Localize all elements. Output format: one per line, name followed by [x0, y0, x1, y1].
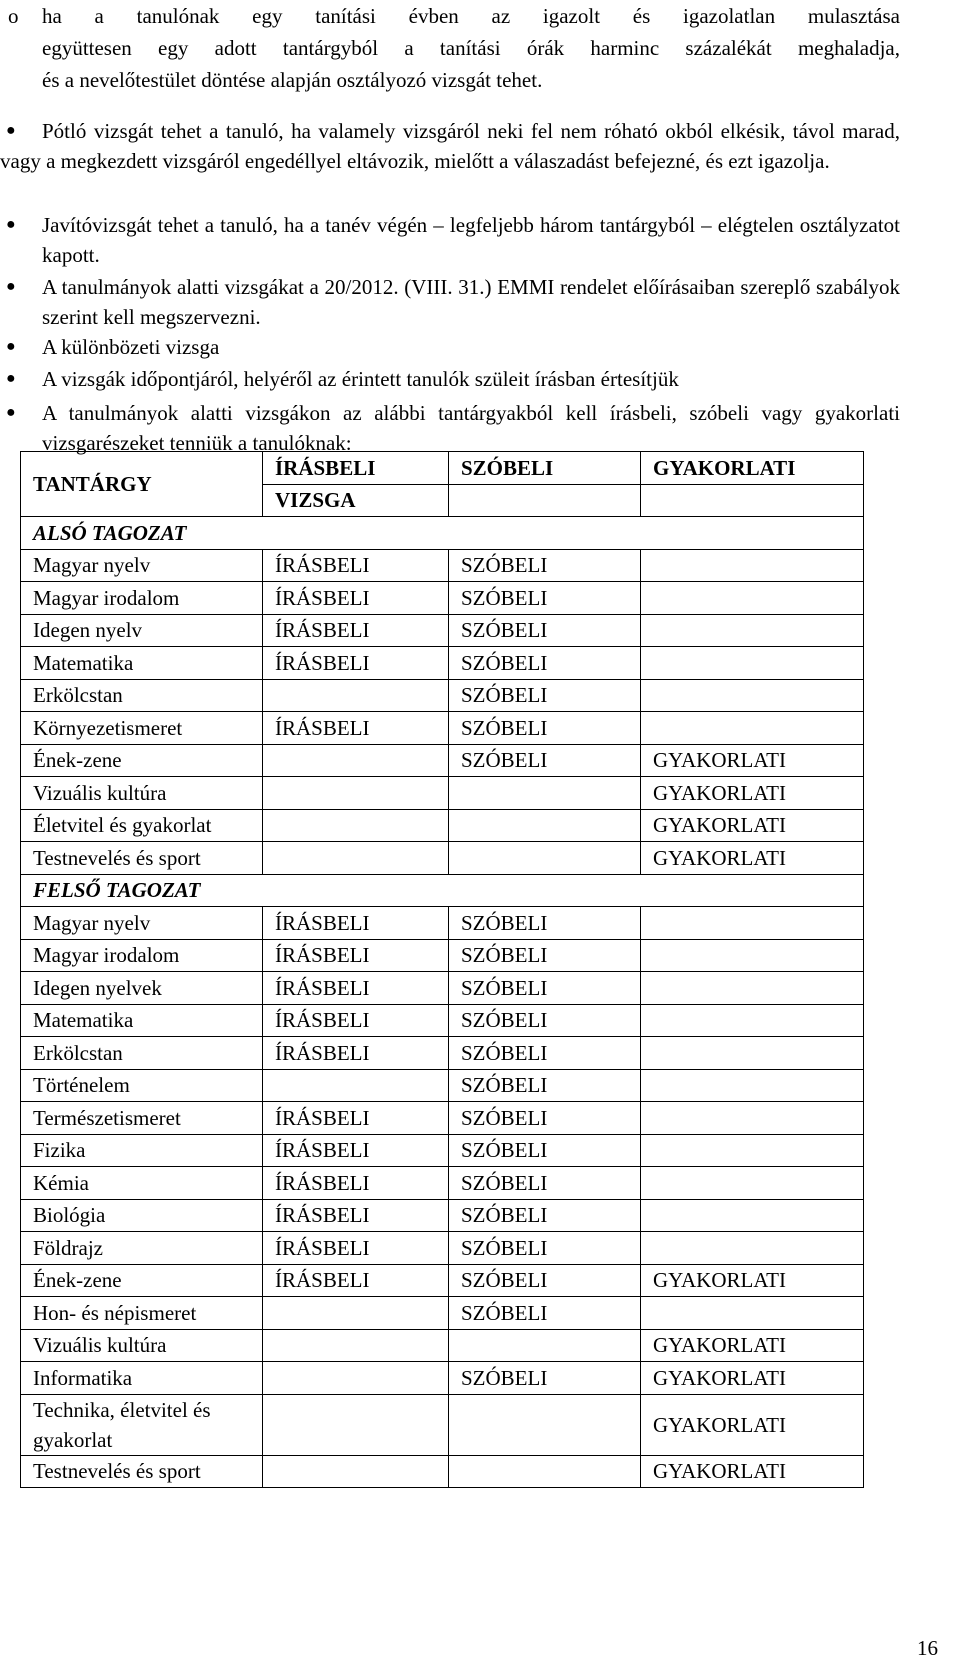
written-cell: ÍRÁSBELI [263, 939, 449, 972]
oral-cell: SZÓBELI [449, 907, 641, 940]
oral-cell: SZÓBELI [449, 1297, 641, 1330]
written-cell: ÍRÁSBELI [263, 614, 449, 647]
written-cell: ÍRÁSBELI [263, 712, 449, 745]
page-number: 16 [917, 1636, 938, 1660]
bullet-text: A vizsgák időpontjáról, helyéről az érintett tanulók szüleit írásban értesítjük [42, 367, 679, 391]
subject-cell: Testnevelés és sport [21, 1455, 263, 1488]
table-row [21, 744, 864, 777]
oral-cell: SZÓBELI [449, 972, 641, 1005]
subject-cell: Ének-zene [21, 744, 263, 777]
table-row [21, 679, 864, 712]
intro-line: ha a tanulónak egy tanítási évben az igazolt és igazolatlan mulasztása [42, 4, 900, 28]
practical-cell [641, 1037, 864, 1070]
subject-cell: Kémia [21, 1167, 263, 1200]
table-row [21, 549, 864, 582]
bullet-icon: ● [6, 278, 16, 295]
table-row [21, 1134, 864, 1167]
table-row [21, 809, 864, 842]
header-practical: GYAKORLATI [641, 452, 864, 485]
bullet-text: Javítóvizsgát tehet a tanuló, ha a tanév végén – legfeljebb három tantárgyból – elégtelen osztályzatot kapott. [42, 213, 900, 267]
bullet-item [0, 210, 900, 270]
practical-cell [641, 1134, 864, 1167]
written-cell: ÍRÁSBELI [263, 1102, 449, 1135]
table-row [21, 1394, 864, 1455]
written-cell [263, 744, 449, 777]
practical-cell [641, 1199, 864, 1232]
table-header-row [21, 452, 864, 485]
practical-cell [641, 549, 864, 582]
subject-cell: Erkölcstan [21, 679, 263, 712]
exam-subjects-table [20, 451, 864, 1488]
table-row [21, 1329, 864, 1362]
practical-cell: GYAKORLATI [641, 809, 864, 842]
written-cell: ÍRÁSBELI [263, 907, 449, 940]
table-row [21, 1362, 864, 1395]
practical-cell [641, 1167, 864, 1200]
oral-cell: SZÓBELI [449, 1199, 641, 1232]
list-marker-o: o [8, 4, 19, 28]
written-cell [263, 1297, 449, 1330]
intro-line: együttesen egy adott tantárgyból a tanítási órák harminc százalékát meghaladja, [42, 36, 900, 60]
oral-cell: SZÓBELI [449, 1362, 641, 1395]
subject-cell: Magyar irodalom [21, 939, 263, 972]
subject-cell: Matematika [21, 647, 263, 680]
practical-cell: GYAKORLATI [641, 744, 864, 777]
table-row [21, 1004, 864, 1037]
practical-cell [641, 907, 864, 940]
subject-cell: Magyar nyelv [21, 549, 263, 582]
table-row [21, 1199, 864, 1232]
bullet-text: A különbözeti vizsga [42, 335, 220, 359]
written-cell [263, 1362, 449, 1395]
bullet-item [0, 116, 900, 176]
subject-cell: Idegen nyelvek [21, 972, 263, 1005]
table-row [21, 1037, 864, 1070]
bullet-icon: ● [6, 370, 16, 387]
oral-cell: SZÓBELI [449, 549, 641, 582]
subject-cell: Biológia [21, 1199, 263, 1232]
practical-cell [641, 582, 864, 615]
subject-cell: Történelem [21, 1069, 263, 1102]
subject-cell: Vizuális kultúra [21, 1329, 263, 1362]
bullet-item [0, 332, 900, 362]
oral-cell: SZÓBELI [449, 939, 641, 972]
practical-cell: GYAKORLATI [641, 777, 864, 810]
written-cell [263, 1394, 449, 1455]
subject-cell: Erkölcstan [21, 1037, 263, 1070]
subject-cell: Informatika [21, 1362, 263, 1395]
subject-cell: Természetismeret [21, 1102, 263, 1135]
written-cell [263, 1329, 449, 1362]
bullet-icon: ● [6, 216, 16, 233]
written-cell: ÍRÁSBELI [263, 972, 449, 1005]
written-cell: ÍRÁSBELI [263, 1264, 449, 1297]
subject-cell: Testnevelés és sport [21, 842, 263, 875]
oral-cell: SZÓBELI [449, 1232, 641, 1265]
subject-cell: Magyar nyelv [21, 907, 263, 940]
table-row [21, 1232, 864, 1265]
written-cell [263, 1069, 449, 1102]
table-row [21, 1264, 864, 1297]
oral-cell: SZÓBELI [449, 1004, 641, 1037]
intro-paragraph [0, 0, 900, 96]
table-row [21, 712, 864, 745]
subject-cell: Hon- és népismeret [21, 1297, 263, 1330]
written-cell [263, 842, 449, 875]
practical-cell: GYAKORLATI [641, 842, 864, 875]
practical-cell [641, 972, 864, 1005]
table-row [21, 614, 864, 647]
oral-cell [449, 777, 641, 810]
header-written: ÍRÁSBELI [263, 452, 449, 485]
intro-text [42, 0, 900, 96]
practical-cell [641, 1297, 864, 1330]
section-title: FELSŐ TAGOZAT [21, 874, 864, 907]
oral-cell: SZÓBELI [449, 1037, 641, 1070]
table-row [21, 1102, 864, 1135]
oral-cell: SZÓBELI [449, 1264, 641, 1297]
written-cell: ÍRÁSBELI [263, 1134, 449, 1167]
written-cell: ÍRÁSBELI [263, 582, 449, 615]
practical-cell: GYAKORLATI [641, 1394, 864, 1455]
written-cell: ÍRÁSBELI [263, 1167, 449, 1200]
subject-cell: Vizuális kultúra [21, 777, 263, 810]
bullet-text: A tanulmányok alatti vizsgákon az alábbi tantárgyakból kell írásbeli, szóbeli vagy gyakorlati vizsgarészeket tenniük a tanulóknak: [42, 401, 900, 455]
oral-cell: SZÓBELI [449, 1102, 641, 1135]
subject-cell: Életvitel és gyakorlat [21, 809, 263, 842]
practical-cell: GYAKORLATI [641, 1264, 864, 1297]
practical-cell [641, 1102, 864, 1135]
oral-cell: SZÓBELI [449, 712, 641, 745]
written-cell: ÍRÁSBELI [263, 1037, 449, 1070]
written-cell: ÍRÁSBELI [263, 549, 449, 582]
header-empty-cell [449, 484, 641, 517]
practical-cell [641, 614, 864, 647]
table-row [21, 647, 864, 680]
bullet-icon: ● [6, 404, 16, 421]
practical-cell [641, 1069, 864, 1102]
oral-cell: SZÓBELI [449, 1134, 641, 1167]
intro-line: és a nevelőtestület döntése alapján osztályozó vizsgát tehet. [42, 68, 543, 92]
table-row [21, 972, 864, 1005]
subject-cell: Matematika [21, 1004, 263, 1037]
bullet-item [0, 364, 900, 394]
oral-cell: SZÓBELI [449, 1167, 641, 1200]
written-cell: ÍRÁSBELI [263, 1232, 449, 1265]
table-row [21, 1297, 864, 1330]
subject-cell: Magyar irodalom [21, 582, 263, 615]
subject-cell: Földrajz [21, 1232, 263, 1265]
oral-cell [449, 1394, 641, 1455]
written-cell [263, 679, 449, 712]
oral-cell [449, 1329, 641, 1362]
oral-cell: SZÓBELI [449, 614, 641, 647]
subject-cell: Környezetismeret [21, 712, 263, 745]
oral-cell: SZÓBELI [449, 679, 641, 712]
header-subject: TANTÁRGY [21, 452, 263, 517]
header-empty-cell [641, 484, 864, 517]
table-row [21, 582, 864, 615]
written-cell: ÍRÁSBELI [263, 647, 449, 680]
written-cell: ÍRÁSBELI [263, 1199, 449, 1232]
oral-cell [449, 809, 641, 842]
practical-cell [641, 679, 864, 712]
section-row [21, 517, 864, 550]
header-oral: SZÓBELI [449, 452, 641, 485]
subject-cell: Fizika [21, 1134, 263, 1167]
written-cell [263, 809, 449, 842]
section-row [21, 874, 864, 907]
table-row [21, 1167, 864, 1200]
bullet-icon: ● [6, 338, 16, 355]
bullet-text: A tanulmányok alatti vizsgákat a 20/2012. (VIII. 31.) EMMI rendelet előírásaiban szereplő szabályok szerint kell megszervezni. [42, 275, 900, 329]
practical-cell: GYAKORLATI [641, 1455, 864, 1488]
bullet-item [0, 398, 900, 458]
bullet-item [0, 272, 900, 332]
written-cell: ÍRÁSBELI [263, 1004, 449, 1037]
subject-cell: Idegen nyelv [21, 614, 263, 647]
practical-cell [641, 1232, 864, 1265]
subject-cell: Technika, életvitel és gyakorlat [21, 1394, 263, 1455]
table-row [21, 907, 864, 940]
practical-cell: GYAKORLATI [641, 1362, 864, 1395]
oral-cell [449, 1455, 641, 1488]
table-row [21, 1455, 864, 1488]
bullet-text: Pótló vizsgát tehet a tanuló, ha valamely vizsgáról neki fel nem róható okból elkésik, távol marad, vagy a megkezdett vizsgáról engedéllyel eltávozik, mielőtt a válaszadást befejezné, és ezt igazolja. [0, 119, 900, 173]
practical-cell [641, 712, 864, 745]
written-cell [263, 777, 449, 810]
header-written-exam: VIZSGA [263, 484, 449, 517]
oral-cell: SZÓBELI [449, 1069, 641, 1102]
oral-cell: SZÓBELI [449, 647, 641, 680]
practical-cell [641, 1004, 864, 1037]
oral-cell [449, 842, 641, 875]
practical-cell: GYAKORLATI [641, 1329, 864, 1362]
table-row [21, 777, 864, 810]
subject-cell: Ének-zene [21, 1264, 263, 1297]
table-row [21, 939, 864, 972]
table-row [21, 842, 864, 875]
practical-cell [641, 647, 864, 680]
bullet-icon: ● [6, 122, 16, 139]
written-cell [263, 1455, 449, 1488]
oral-cell: SZÓBELI [449, 582, 641, 615]
oral-cell: SZÓBELI [449, 744, 641, 777]
practical-cell [641, 939, 864, 972]
section-title: ALSÓ TAGOZAT [21, 517, 864, 550]
table-row [21, 1069, 864, 1102]
